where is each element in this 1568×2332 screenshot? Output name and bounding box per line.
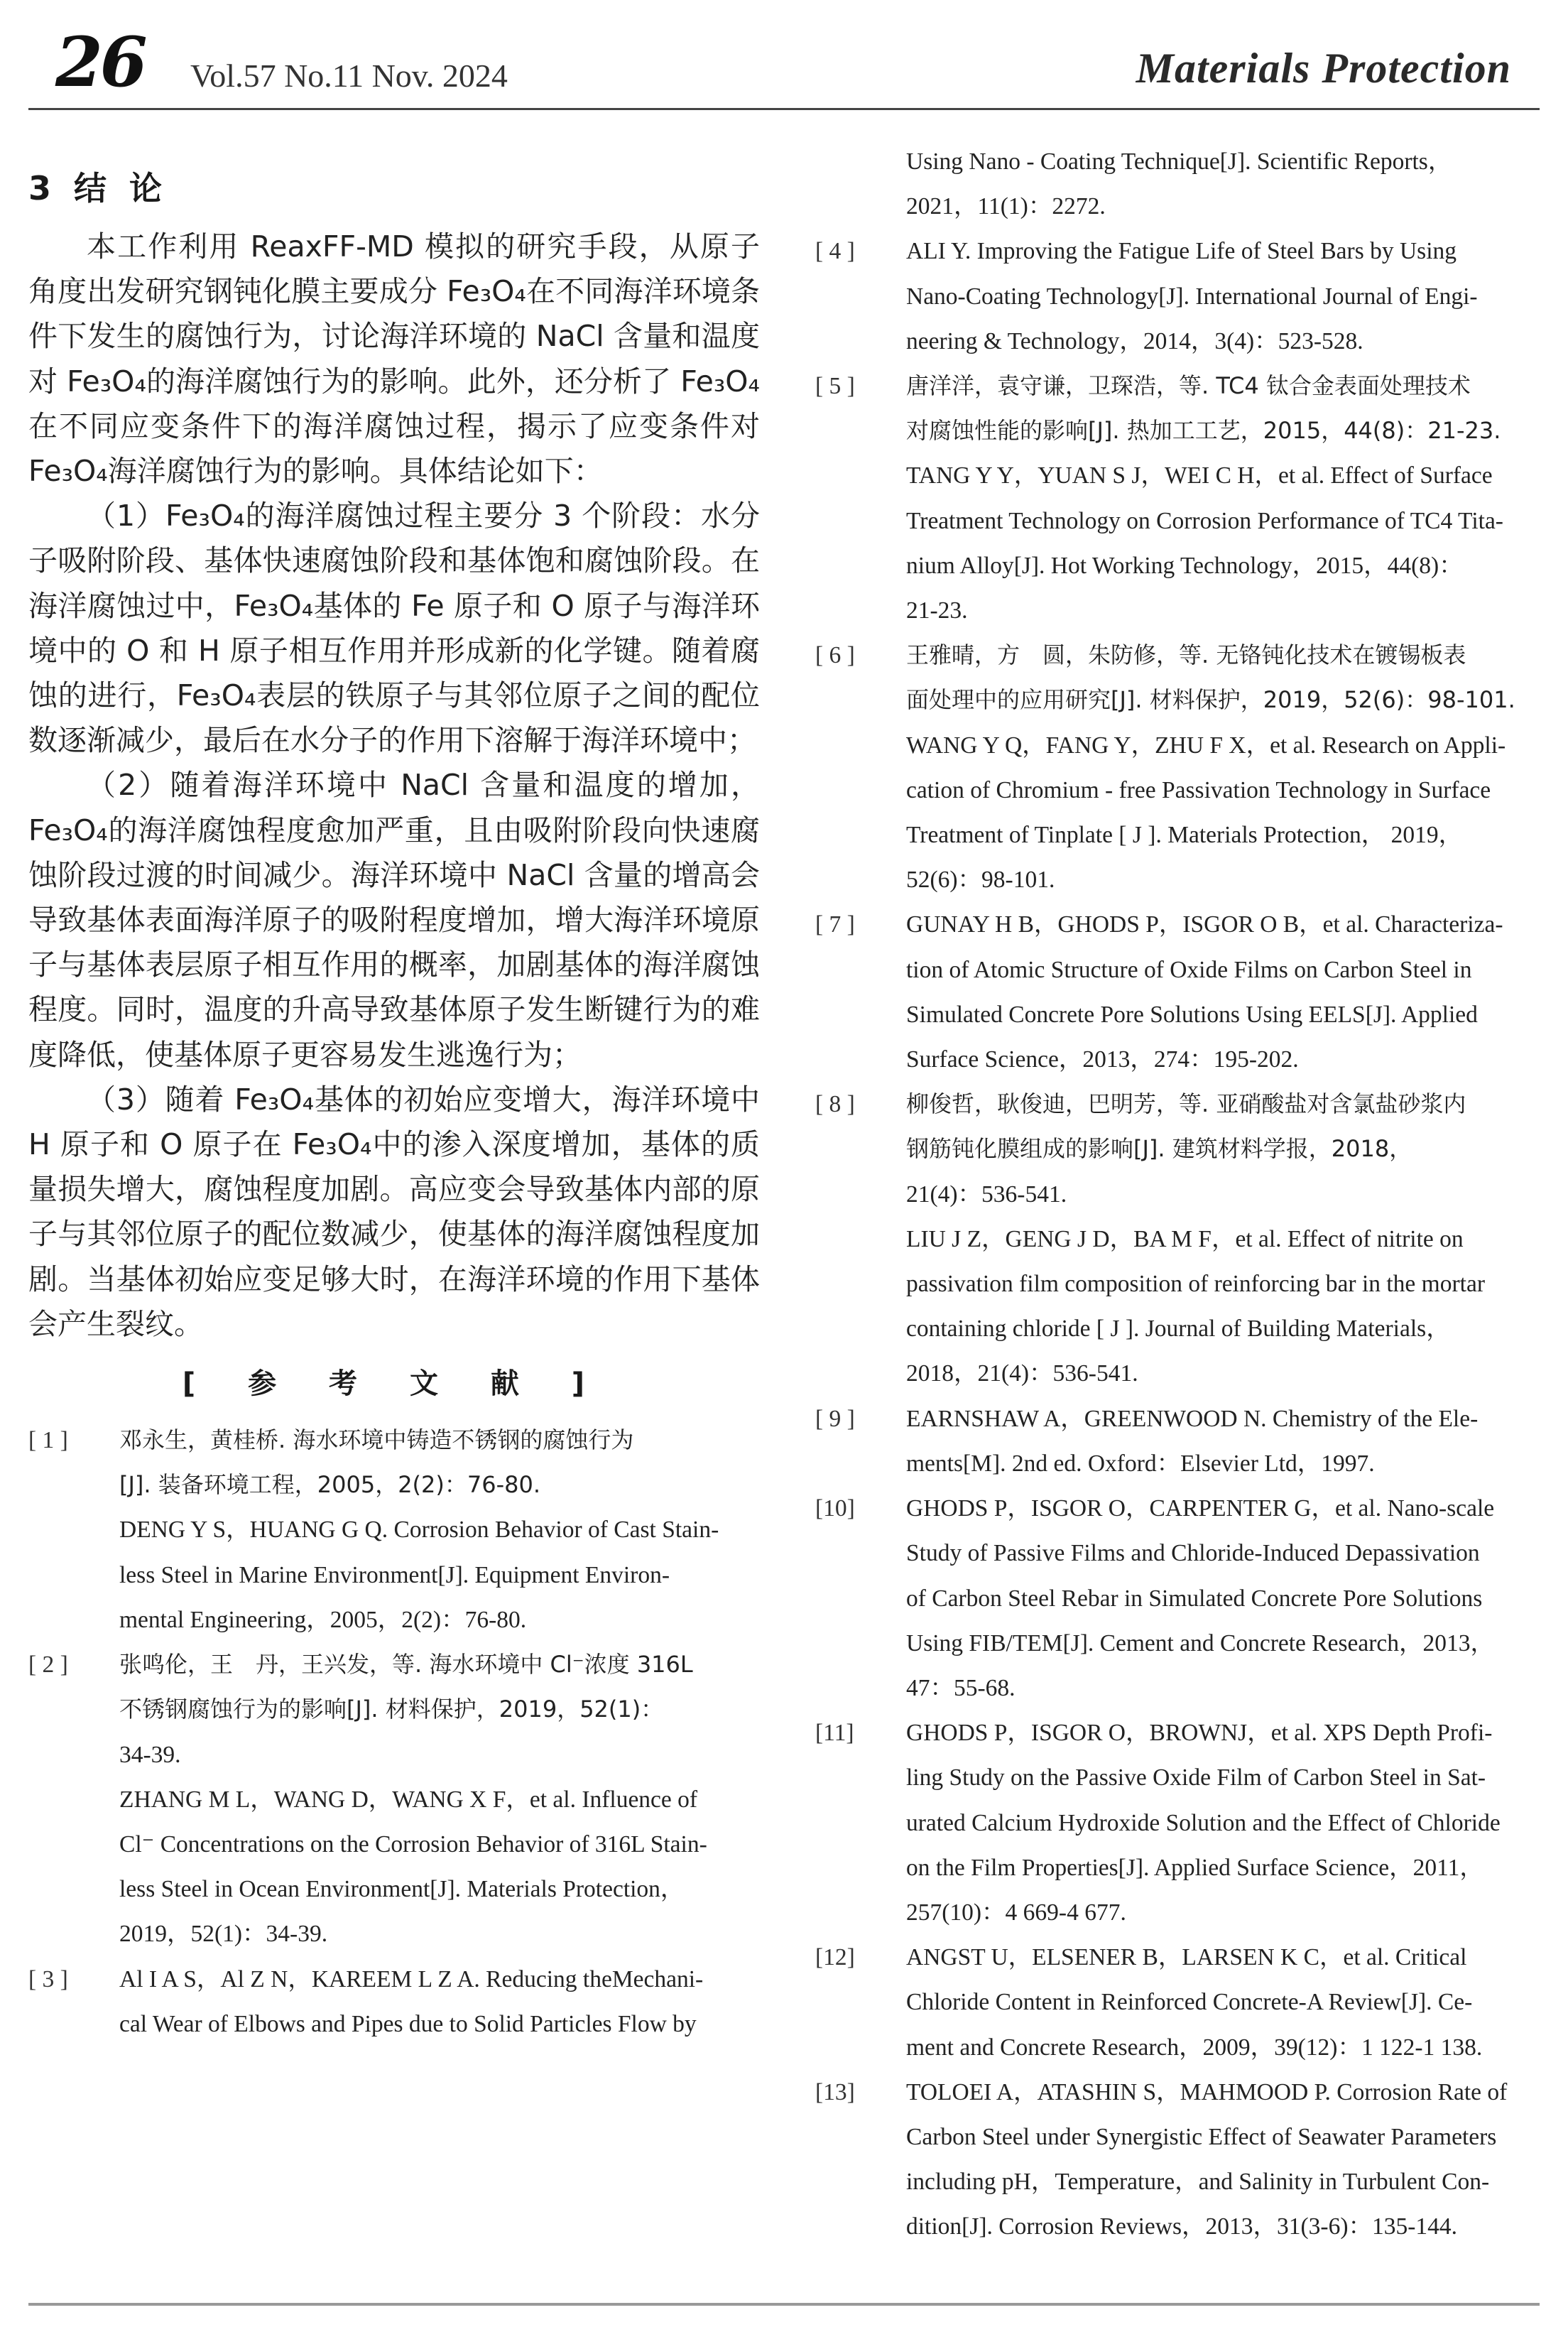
reference-number: [12] xyxy=(815,1944,855,1971)
references-title: [ 参 考 文 献 ] xyxy=(182,1367,606,1401)
reference-line: 唐洋洋，袁守谦，卫琛浩，等. TC4 钛合金表面处理技术 xyxy=(906,372,1471,400)
reference-line: 34-39. xyxy=(119,1741,181,1768)
reference-item xyxy=(815,1486,1547,1710)
reference-list xyxy=(815,229,1547,2249)
reference-line: including pH，Temperature，and Salinity in Turbulent Con- xyxy=(906,2169,1490,2196)
reference-item xyxy=(28,1418,760,1642)
reference-line: neering & Technology，2014，3(4)：523-528. xyxy=(906,327,1363,354)
reference-line: 面处理中的应用研究[J]. 材料保护，2019，52(6)：98-101. xyxy=(906,686,1515,714)
reference-list xyxy=(28,1418,760,2046)
reference-line: Study of Passive Films and Chloride-Induced Depassivation xyxy=(906,1540,1480,1567)
reference-number: [ 9 ] xyxy=(815,1405,855,1432)
reference-number: [13] xyxy=(815,2078,855,2105)
reference-line: Carbon Steel under Synergistic Effect of Seawater Parameters xyxy=(906,2123,1497,2150)
left-column xyxy=(28,142,760,2046)
page-header xyxy=(0,0,1568,121)
reference-line: 2019，52(1)：34-39. xyxy=(119,1921,328,1948)
paragraph: （2）随着海洋环境中 NaCl 含量和温度的增加，Fe₃O₄的海洋腐蚀程度愈加严重，且由吸附阶段向快速腐蚀阶段过渡的时间减少。海洋环境中 NaCl 含量的增高会导致基体表面海洋原子的吸附程度增加，增大海洋环境原子与基体表层原子相互作用的概率，加剧基体的海洋腐蚀程度。同时，温度的升高导致基体原子发生断键行为的难度降低，使基体原子更容易发生逃逸行为； xyxy=(28,768,760,1072)
reference-line: ZHANG M L，WANG D，WANG X F，et al. Influence of xyxy=(119,1786,698,1813)
reference-line: 柳俊哲，耿俊迪，巴明芳，等. 亚硝酸盐对含氯盐砂浆内 xyxy=(906,1090,1466,1118)
reference-line: TANG Y Y，YUAN S J，WEI C H，et al. Effect of Surface xyxy=(906,462,1493,489)
reference-item xyxy=(815,1935,1547,2070)
reference-line: 21-23. xyxy=(906,597,968,624)
reference-line: 2018，21(4)：536-541. xyxy=(906,1360,1138,1387)
reference-line: Nano-Coating Technology[J]. International Journal of Engi- xyxy=(906,283,1478,310)
journal-name: Materials Protection xyxy=(1136,45,1511,92)
reference-continuation xyxy=(815,139,1547,229)
reference-line: TOLOEI A，ATASHIN S，MAHMOOD P. Corrosion Rate of xyxy=(906,2078,1508,2105)
reference-line: of Carbon Steel Rebar in Simulated Concrete Pore Solutions xyxy=(906,1585,1483,1612)
reference-line: 257(10)：4 669-4 677. xyxy=(906,1899,1126,1926)
reference-line: mental Engineering，2005，2(2)：76-80. xyxy=(119,1606,527,1633)
reference-line: ALI Y. Improving the Fatigue Life of Steel Bars by Using xyxy=(906,238,1457,265)
reference-number: [ 5 ] xyxy=(815,373,855,400)
issue-info: Vol.57 No.11 Nov. 2024 xyxy=(190,58,508,94)
reference-line: 52(6)：98-101. xyxy=(906,867,1055,894)
reference-line: less Steel in Ocean Environment[J]. Materials Protection， xyxy=(119,1876,685,1903)
reference-line: DENG Y S，HUANG G Q. Corrosion Behavior of Cast Stain- xyxy=(119,1517,719,1544)
reference-line: passivation film composition of reinforcing bar in the mortar xyxy=(906,1271,1485,1298)
reference-line: 不锈钢腐蚀行为的影响[J]. 材料保护，2019，52(1)： xyxy=(119,1696,664,1723)
reference-line: cal Wear of Elbows and Pipes due to Solid Particles Flow by xyxy=(119,2010,697,2037)
reference-item xyxy=(815,2070,1547,2250)
section-title: 3 结 论 xyxy=(28,169,168,207)
reference-item xyxy=(815,633,1547,902)
reference-line: containing chloride [ J ]. Journal of Building Materials， xyxy=(906,1316,1450,1343)
reference-item xyxy=(815,229,1547,364)
reference-line: tion of Atomic Structure of Oxide Films on Carbon Steel in xyxy=(906,956,1472,983)
reference-line: cation of Chromium - free Passivation Technology in Surface xyxy=(906,776,1491,803)
reference-line: [J]. 装备环境工程，2005，2(2)：76-80. xyxy=(119,1471,541,1499)
reference-line: Using Nano - Coating Technique[J]. Scientific Reports， xyxy=(906,148,1452,175)
reference-item xyxy=(815,1082,1547,1396)
footer-rule xyxy=(28,2303,1540,2306)
reference-number: [10] xyxy=(815,1495,855,1522)
reference-item xyxy=(815,902,1547,1082)
reference-line: on the Film Properties[J]. Applied Surface Science，2011， xyxy=(906,1854,1483,1881)
reference-line: GHODS P，ISGOR O，CARPENTER G，et al. Nano-scale xyxy=(906,1495,1495,1522)
reference-item xyxy=(815,1397,1547,1486)
paragraph: （1）Fe₃O₄的海洋腐蚀过程主要分 3 个阶段：水分子吸附阶段、基体快速腐蚀阶段和基体饱和腐蚀阶段。在海洋腐蚀过中，Fe₃O₄基体的 Fe 原子和 O 原子与海洋环境中的 O 和 H 原子相互作用并形成新的化学键。随着腐蚀的进行，Fe₃O₄表层的铁原子与其邻位原子之间的配位数逐渐减少，最后在水分子的作用下溶解于海洋环境中； xyxy=(28,499,760,758)
reference-item xyxy=(28,1642,760,1956)
paragraph: （3）随着 Fe₃O₄基体的初始应变增大，海洋环境中 H 原子和 O 原子在 Fe₃O₄中的渗入深度增加，基体的质量损失增大，腐蚀程度加剧。高应变会导致基体内部的原子与其邻位原子的配位数减少，使基体的海洋腐蚀程度加剧。当基体初始应变足够大时，在海洋环境的作用下基体会产生裂纹。 xyxy=(28,1082,760,1341)
reference-line: 对腐蚀性能的影响[J]. 热加工工艺，2015，44(8)：21-23. xyxy=(906,417,1501,445)
right-column xyxy=(815,139,1547,2250)
page-number: 26 xyxy=(55,22,145,102)
reference-number: [ 2 ] xyxy=(28,1652,68,1679)
reference-line: 钢筋钝化膜组成的影响[J]. 建筑材料学报，2018， xyxy=(906,1135,1412,1163)
reference-line: Surface Science，2013，274：195-202. xyxy=(906,1046,1299,1073)
reference-line: Chloride Content in Reinforced Concrete-A Review[J]. Ce- xyxy=(906,1989,1473,2016)
reference-number: [ 4 ] xyxy=(815,238,855,265)
reference-line: less Steel in Marine Environment[J]. Equipment Environ- xyxy=(119,1561,670,1588)
reference-number: [ 3 ] xyxy=(28,1965,68,1992)
reference-line: EARNSHAW A，GREENWOOD N. Chemistry of the Ele- xyxy=(906,1405,1479,1432)
reference-line: ments[M]. 2nd ed. Oxford：Elsevier Ltd，1997. xyxy=(906,1450,1375,1477)
reference-line: GUNAY H B，GHODS P，ISGOR O B，et al. Characteriza- xyxy=(906,911,1503,938)
reference-line: 21(4)：536-541. xyxy=(906,1181,1067,1208)
reference-line: Simulated Concrete Pore Solutions Using EELS[J]. Applied xyxy=(906,1001,1478,1028)
reference-number: [ 7 ] xyxy=(815,911,855,938)
reference-line: WANG Y Q，FANG Y，ZHU F X，et al. Research on Appli- xyxy=(906,732,1506,759)
reference-line: Using FIB/TEM[J]. Cement and Concrete Research，2013， xyxy=(906,1629,1495,1656)
reference-line: LIU J Z，GENG J D，BA M F，et al. Effect of nitrite on xyxy=(906,1225,1464,1252)
reference-line: urated Calcium Hydroxide Solution and the Effect of Chloride xyxy=(906,1809,1501,1836)
reference-number: [ 6 ] xyxy=(815,642,855,669)
reference-number: [11] xyxy=(815,1720,854,1747)
header-rule xyxy=(28,108,1540,110)
reference-line: ment and Concrete Research，2009，39(12)：1 122-1 138. xyxy=(906,2034,1483,2061)
reference-number: [ 8 ] xyxy=(815,1091,855,1118)
reference-line: 王雅晴，方 圆，朱防修，等. 无铬钝化技术在镀锡板表 xyxy=(906,641,1466,669)
reference-line: Al I A S，Al Z N，KAREEM L Z A. Reducing theMechani- xyxy=(119,1965,704,1992)
reference-line: 邓永生，黄桂桥. 海水环境中铸造不锈钢的腐蚀行为 xyxy=(119,1426,634,1454)
reference-line: ANGST U，ELSENER B，LARSEN K C，et al. Critical xyxy=(906,1944,1467,1971)
reference-item xyxy=(815,364,1547,633)
reference-line: Treatment Technology on Corrosion Performance of TC4 Tita- xyxy=(906,507,1503,534)
reference-number: [ 1 ] xyxy=(28,1427,68,1454)
reference-line: 2021，11(1)：2272. xyxy=(906,193,1106,220)
reference-line: Treatment of Tinplate [ J ]. Materials Protection， 2019， xyxy=(906,822,1463,849)
reference-line: Cl⁻ Concentrations on the Corrosion Behavior of 316L Stain- xyxy=(119,1831,707,1858)
reference-line: ling Study on the Passive Oxide Film of Carbon Steel in Sat- xyxy=(906,1764,1486,1791)
reference-line: GHODS P，ISGOR O，BROWNJ，et al. XPS Depth Profi- xyxy=(906,1720,1493,1747)
reference-line: nium Alloy[J]. Hot Working Technology，2015，44(8)： xyxy=(906,552,1463,579)
reference-line: 张鸣伦，王 丹，王兴发，等. 海水环境中 Cl⁻浓度 316L xyxy=(119,1651,693,1679)
reference-line: 47：55-68. xyxy=(906,1674,1016,1701)
reference-item xyxy=(815,1710,1547,1935)
paragraph: 本工作利用 ReaxFF-MD 模拟的研究手段，从原子角度出发研究钢钝化膜主要成分 Fe₃O₄在不同海洋环境条件下发生的腐蚀行为，讨论海洋环境的 NaCl 含量和温度对 Fe₃O₄的海洋腐蚀行为的影响。此外，还分析了 Fe₃O₄在不同应变条件下的海洋腐蚀过程，揭示了应变条件对 Fe₃O₄海洋腐蚀行为的影响。具体结论如下： xyxy=(28,229,760,489)
reference-item xyxy=(28,1957,760,2046)
reference-line: dition[J]. Corrosion Reviews，2013，31(3-6)：135-144. xyxy=(906,2213,1458,2240)
